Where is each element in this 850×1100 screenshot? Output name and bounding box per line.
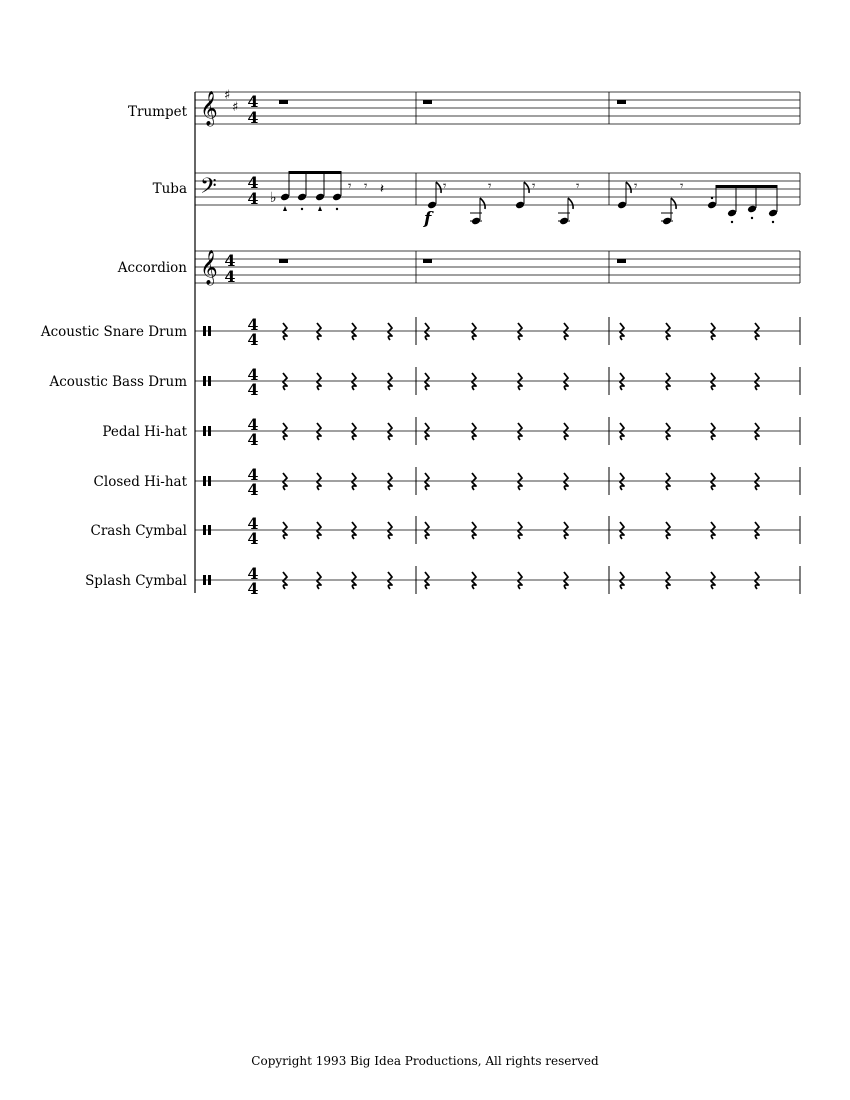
svg-text:𝄾: 𝄾 xyxy=(532,179,536,194)
quarter-rest xyxy=(666,423,670,440)
time-signature xyxy=(247,92,258,127)
quarter-rest xyxy=(564,373,568,390)
svg-text:4: 4 xyxy=(247,108,259,127)
quarter-rest xyxy=(518,473,522,490)
svg-text:4: 4 xyxy=(247,92,259,111)
quarter-rest xyxy=(283,323,287,340)
tuba-measure-3 xyxy=(617,179,778,225)
quarter-rest xyxy=(317,323,321,340)
svg-text:𝄾: 𝄾 xyxy=(634,179,638,194)
eighth-rest: 𝄾 xyxy=(364,179,368,194)
percussion-clef-icon xyxy=(203,376,206,386)
staff-label-bass-drum: Acoustic Bass Drum xyxy=(49,374,187,390)
quarter-rest xyxy=(352,423,356,440)
percussion-staff xyxy=(195,514,800,548)
whole-rest xyxy=(423,259,432,263)
quarter-rest xyxy=(711,323,715,340)
percussion-clef-icon xyxy=(203,326,206,336)
bass-clef-icon: 𝄢 xyxy=(200,174,217,204)
percussion-clef-icon xyxy=(208,376,211,386)
time-signature-denominator: 4 xyxy=(247,380,259,399)
quarter-rest xyxy=(564,473,568,490)
quarter-rest xyxy=(564,323,568,340)
quarter-rest xyxy=(283,572,287,589)
percussion-clef-icon xyxy=(208,525,211,535)
time-signature-numerator: 4 xyxy=(247,514,259,533)
flat-accidental: ♭ xyxy=(270,190,277,206)
time-signature-denominator: 4 xyxy=(247,430,259,449)
percussion-clef-icon xyxy=(203,426,206,436)
time-signature-denominator: 4 xyxy=(247,579,259,598)
quarter-rest xyxy=(472,423,476,440)
svg-text:𝄾: 𝄾 xyxy=(680,179,684,194)
eighth-rest: 𝄾 xyxy=(348,179,352,194)
quarter-rest xyxy=(518,373,522,390)
quarter-rest xyxy=(472,473,476,490)
quarter-rest xyxy=(755,522,759,539)
staff-label-crash: Crash Cymbal xyxy=(90,523,187,539)
svg-text:♯: ♯ xyxy=(224,88,231,103)
percussion-staff xyxy=(195,365,800,399)
quarter-rest xyxy=(388,473,392,490)
quarter-rest xyxy=(425,522,429,539)
quarter-rest xyxy=(518,323,522,340)
percussion-clef-icon xyxy=(208,476,211,486)
time-signature-denominator: 4 xyxy=(247,480,259,499)
quarter-rest xyxy=(388,373,392,390)
quarter-rest xyxy=(564,423,568,440)
copyright-notice: Copyright 1993 Big Idea Productions, All rights reserved xyxy=(251,1054,599,1068)
quarter-rest: 𝄽 xyxy=(380,182,384,197)
whole-rest xyxy=(279,100,288,104)
quarter-rest xyxy=(352,572,356,589)
quarter-rest xyxy=(388,572,392,589)
quarter-rest xyxy=(666,473,670,490)
percussion-staff xyxy=(195,564,800,598)
treble-clef-icon: 𝄞 xyxy=(200,91,218,126)
time-signature-numerator: 4 xyxy=(247,315,259,334)
percussion-clef-icon xyxy=(208,326,211,336)
quarter-rest xyxy=(317,423,321,440)
quarter-rest xyxy=(755,323,759,340)
quarter-rest xyxy=(620,323,624,340)
quarter-rest xyxy=(472,373,476,390)
quarter-rest xyxy=(620,373,624,390)
quarter-rest xyxy=(283,423,287,440)
quarter-rest xyxy=(425,373,429,390)
quarter-rest xyxy=(755,423,759,440)
quarter-rest xyxy=(317,572,321,589)
quarter-rest xyxy=(711,522,715,539)
time-signature xyxy=(247,173,258,208)
time-signature xyxy=(224,251,235,286)
quarter-rest xyxy=(352,522,356,539)
time-signature-denominator: 4 xyxy=(247,330,259,349)
quarter-rest xyxy=(472,572,476,589)
quarter-rest xyxy=(472,323,476,340)
staff-label-accordion: Accordion xyxy=(117,260,187,276)
staff-accordion xyxy=(195,250,800,286)
quarter-rest xyxy=(388,323,392,340)
quarter-rest xyxy=(352,473,356,490)
quarter-rest xyxy=(711,373,715,390)
quarter-rest xyxy=(711,423,715,440)
quarter-rest xyxy=(620,522,624,539)
quarter-rest xyxy=(755,473,759,490)
quarter-rest xyxy=(620,572,624,589)
quarter-rest xyxy=(620,473,624,490)
quarter-rest xyxy=(666,373,670,390)
tuba-measure-2 xyxy=(423,179,580,229)
beam xyxy=(289,171,342,174)
quarter-rest xyxy=(425,473,429,490)
svg-text:4: 4 xyxy=(247,173,259,192)
percussion-clef-icon xyxy=(208,426,211,436)
percussion-staff xyxy=(195,415,800,449)
staff-label-snare: Acoustic Snare Drum xyxy=(40,324,187,340)
svg-text:𝄾: 𝄾 xyxy=(443,179,447,194)
staff-label-pedal-hihat: Pedal Hi-hat xyxy=(102,424,187,440)
time-signature-numerator: 4 xyxy=(247,415,259,434)
percussion-clef-icon xyxy=(203,476,206,486)
svg-text:𝄾: 𝄾 xyxy=(488,179,492,194)
svg-text:4: 4 xyxy=(224,251,236,270)
treble-clef-icon: 𝄞 xyxy=(200,250,218,285)
whole-rest xyxy=(279,259,288,263)
percussion-clef-icon xyxy=(203,525,206,535)
quarter-rest xyxy=(352,323,356,340)
quarter-rest xyxy=(518,572,522,589)
svg-text:𝄾: 𝄾 xyxy=(576,179,580,194)
whole-rest xyxy=(423,100,432,104)
percussion-staff xyxy=(195,315,800,349)
quarter-rest xyxy=(711,572,715,589)
quarter-rest xyxy=(564,522,568,539)
percussion-clef-icon xyxy=(203,575,206,585)
svg-text:4: 4 xyxy=(247,189,259,208)
quarter-rest xyxy=(352,373,356,390)
quarter-rest xyxy=(564,572,568,589)
quarter-rest xyxy=(711,473,715,490)
beam xyxy=(716,185,778,188)
staff-label-closed-hihat: Closed Hi-hat xyxy=(93,474,187,490)
quarter-rest xyxy=(388,522,392,539)
quarter-rest xyxy=(755,572,759,589)
time-signature-denominator: 4 xyxy=(247,529,259,548)
quarter-rest xyxy=(317,522,321,539)
quarter-rest xyxy=(472,522,476,539)
quarter-rest xyxy=(666,522,670,539)
whole-rest xyxy=(617,100,626,104)
quarter-rest xyxy=(620,423,624,440)
svg-text:♯: ♯ xyxy=(232,100,239,115)
quarter-rest xyxy=(666,323,670,340)
quarter-rest xyxy=(283,373,287,390)
quarter-rest xyxy=(388,423,392,440)
percussion-staves xyxy=(195,315,800,598)
whole-rest xyxy=(617,259,626,263)
quarter-rest xyxy=(317,473,321,490)
percussion-clef-icon xyxy=(208,575,211,585)
quarter-rest xyxy=(425,572,429,589)
quarter-rest xyxy=(518,522,522,539)
percussion-staff xyxy=(195,465,800,499)
quarter-rest xyxy=(666,572,670,589)
quarter-rest xyxy=(518,423,522,440)
staff-trumpet xyxy=(195,88,800,127)
staff-label-tuba: Tuba xyxy=(152,181,187,197)
staff-label-trumpet: Trumpet xyxy=(127,104,187,120)
time-signature-numerator: 4 xyxy=(247,564,259,583)
staff-tuba xyxy=(195,171,800,229)
quarter-rest xyxy=(283,473,287,490)
time-signature-numerator: 4 xyxy=(247,365,259,384)
svg-text:4: 4 xyxy=(224,267,236,286)
quarter-rest xyxy=(755,373,759,390)
staff-label-splash: Splash Cymbal xyxy=(85,573,187,589)
quarter-rest xyxy=(425,323,429,340)
dynamic-marking: f xyxy=(424,209,432,229)
quarter-rest xyxy=(283,522,287,539)
quarter-rest xyxy=(425,423,429,440)
quarter-rest xyxy=(317,373,321,390)
time-signature-numerator: 4 xyxy=(247,465,259,484)
